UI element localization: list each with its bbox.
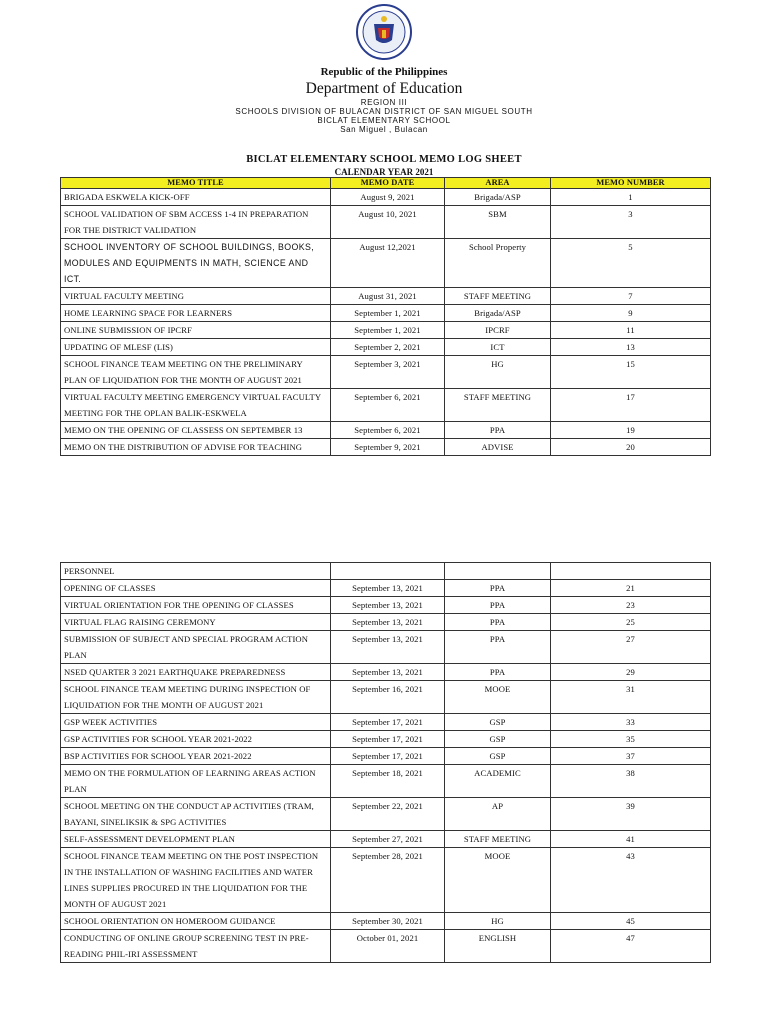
memo-date-cell: September 13, 2021: [331, 664, 445, 681]
memo-area-cell: HG: [445, 356, 551, 389]
memo-number-cell: 23: [551, 597, 711, 614]
table-row: [61, 389, 711, 422]
table-header-row: [61, 178, 711, 189]
memo-number-cell: 9: [551, 305, 711, 322]
deped-seal-icon: [356, 4, 412, 60]
memo-title-cell: MEMO ON THE DISTRIBUTION OF ADVISE FOR TEACHING: [61, 439, 331, 456]
memo-date-cell: [331, 563, 445, 580]
memo-number-cell: 20: [551, 439, 711, 456]
memo-area-cell: ICT: [445, 339, 551, 356]
memo-title-cell: SCHOOL INVENTORY OF SCHOOL BUILDINGS, BOOKS, MODULES AND EQUIPMENTS IN MATH, SCIENCE AND ICT.: [61, 239, 331, 288]
memo-date-cell: September 3, 2021: [331, 356, 445, 389]
table-row: [61, 288, 711, 305]
column-header-title: MEMO TITLE: [61, 178, 331, 189]
memo-area-cell: PPA: [445, 422, 551, 439]
memo-title-cell: VIRTUAL ORIENTATION FOR THE OPENING OF CLASSES: [61, 597, 331, 614]
memo-title-cell: GSP WEEK ACTIVITIES: [61, 714, 331, 731]
memo-date-cell: September 30, 2021: [331, 913, 445, 930]
memo-date-cell: October 01, 2021: [331, 930, 445, 963]
memo-date-cell: September 13, 2021: [331, 580, 445, 597]
memo-number-cell: 17: [551, 389, 711, 422]
column-header-area: AREA: [445, 178, 551, 189]
memo-number-cell: 1: [551, 189, 711, 206]
memo-date-cell: September 17, 2021: [331, 714, 445, 731]
memo-area-cell: [445, 563, 551, 580]
table-row: [61, 239, 711, 288]
memo-area-cell: MOOE: [445, 681, 551, 714]
table-row: [61, 563, 711, 580]
deped-seal: [356, 4, 412, 60]
memo-date-cell: September 13, 2021: [331, 597, 445, 614]
memo-area-cell: PPA: [445, 580, 551, 597]
memo-number-cell: 21: [551, 580, 711, 597]
memo-date-cell: September 9, 2021: [331, 439, 445, 456]
memo-date-cell: September 13, 2021: [331, 631, 445, 664]
memo-number-cell: 47: [551, 930, 711, 963]
department-name: Department of Education: [305, 80, 463, 97]
memo-area-cell: AP: [445, 798, 551, 831]
memo-number-cell: 43: [551, 848, 711, 913]
memo-area-cell: STAFF MEETING: [445, 831, 551, 848]
table-row: [61, 748, 711, 765]
memo-title-cell: SELF-ASSESSMENT DEVELOPMENT PLAN: [61, 831, 331, 848]
memo-number-cell: 25: [551, 614, 711, 631]
table-row: [61, 913, 711, 930]
division-line: SCHOOLS DIVISION OF BULACAN DISTRICT OF SAN MIGUEL SOUTH: [235, 107, 533, 116]
memo-title-cell: OPENING OF CLASSES: [61, 580, 331, 597]
memo-title-cell: PERSONNEL: [61, 563, 331, 580]
memo-number-cell: 37: [551, 748, 711, 765]
memo-date-cell: September 6, 2021: [331, 389, 445, 422]
table-row: [61, 731, 711, 748]
memo-number-cell: [551, 563, 711, 580]
memo-date-cell: September 18, 2021: [331, 765, 445, 798]
column-header-date: MEMO DATE: [331, 178, 445, 189]
memo-title-cell: NSED QUARTER 3 2021 EARTHQUAKE PREPAREDNESS: [61, 664, 331, 681]
memo-number-cell: 7: [551, 288, 711, 305]
memo-area-cell: SBM: [445, 206, 551, 239]
memo-number-cell: 35: [551, 731, 711, 748]
table-row: [61, 848, 711, 913]
table-row: [61, 831, 711, 848]
memo-log-table-page-1: [60, 177, 711, 456]
memo-title-cell: CONDUCTING OF ONLINE GROUP SCREENING TEST IN PRE-READING PHIL-IRI ASSESSMENT: [61, 930, 331, 963]
memo-area-cell: ADVISE: [445, 439, 551, 456]
region-line: REGION III: [360, 98, 408, 107]
memo-area-cell: PPA: [445, 614, 551, 631]
table-row: [61, 356, 711, 389]
memo-area-cell: Brigada/ASP: [445, 189, 551, 206]
memo-number-cell: 13: [551, 339, 711, 356]
memo-area-cell: STAFF MEETING: [445, 389, 551, 422]
memo-title-cell: MEMO ON THE OPENING OF CLASSESS ON SEPTEMBER 13: [61, 422, 331, 439]
memo-number-cell: 29: [551, 664, 711, 681]
memo-title-cell: MEMO ON THE FORMULATION OF LEARNING AREAS ACTION PLAN: [61, 765, 331, 798]
memo-number-cell: 33: [551, 714, 711, 731]
memo-number-cell: 19: [551, 422, 711, 439]
memo-area-cell: Brigada/ASP: [445, 305, 551, 322]
memo-title-cell: SCHOOL FINANCE TEAM MEETING ON THE POST INSPECTION IN THE INSTALLATION OF WASHING FACILITIES AND WATER LINES SUPPLIES PROCURED IN THE LIQUIDATION FOR THE MONTH OF AUGUST 2021: [61, 848, 331, 913]
memo-area-cell: HG: [445, 913, 551, 930]
table-row: [61, 322, 711, 339]
memo-number-cell: 11: [551, 322, 711, 339]
table-row: [61, 339, 711, 356]
memo-title-cell: SCHOOL ORIENTATION ON HOMEROOM GUIDANCE: [61, 913, 331, 930]
memo-area-cell: PPA: [445, 664, 551, 681]
memo-date-cell: September 27, 2021: [331, 831, 445, 848]
memo-area-cell: ENGLISH: [445, 930, 551, 963]
memo-title-cell: BSP ACTIVITIES FOR SCHOOL YEAR 2021-2022: [61, 748, 331, 765]
memo-date-cell: August 9, 2021: [331, 189, 445, 206]
memo-date-cell: August 12,2021: [331, 239, 445, 288]
memo-area-cell: STAFF MEETING: [445, 288, 551, 305]
memo-number-cell: 39: [551, 798, 711, 831]
memo-title-cell: GSP ACTIVITIES FOR SCHOOL YEAR 2021-2022: [61, 731, 331, 748]
table-row: [61, 631, 711, 664]
table-row: [61, 422, 711, 439]
memo-date-cell: September 17, 2021: [331, 731, 445, 748]
memo-title-cell: SCHOOL MEETING ON THE CONDUCT AP ACTIVITIES (TRAM, BAYANI, SINELIKSIK & SPG ACTIVITIES: [61, 798, 331, 831]
memo-title-cell: ONLINE SUBMISSION OF IPCRF: [61, 322, 331, 339]
table-row: [61, 714, 711, 731]
memo-title-cell: UPDATING OF MLESF (LIS): [61, 339, 331, 356]
memo-number-cell: 41: [551, 831, 711, 848]
memo-number-cell: 45: [551, 913, 711, 930]
memo-area-cell: MOOE: [445, 848, 551, 913]
table-row: [61, 439, 711, 456]
memo-title-cell: SCHOOL VALIDATION OF SBM ACCESS 1-4 IN PREPARATION FOR THE DISTRICT VALIDATION: [61, 206, 331, 239]
memo-date-cell: September 1, 2021: [331, 305, 445, 322]
column-header-number: MEMO NUMBER: [551, 178, 711, 189]
republic-line: Republic of the Philippines: [320, 66, 448, 78]
table-row: [61, 664, 711, 681]
table-row: [61, 189, 711, 206]
table-row: [61, 206, 711, 239]
table-row: [61, 597, 711, 614]
table-row: [61, 765, 711, 798]
school-line: BICLAT ELEMENTARY SCHOOL: [317, 116, 451, 125]
memo-title-cell: SCHOOL FINANCE TEAM MEETING ON THE PRELIMINARY PLAN OF LIQUIDATION FOR THE MONTH OF AUGUST 2021: [61, 356, 331, 389]
memo-date-cell: September 16, 2021: [331, 681, 445, 714]
memo-area-cell: ACADEMIC: [445, 765, 551, 798]
memo-date-cell: September 13, 2021: [331, 614, 445, 631]
memo-date-cell: September 17, 2021: [331, 748, 445, 765]
memo-number-cell: 31: [551, 681, 711, 714]
memo-area-cell: GSP: [445, 731, 551, 748]
memo-area-cell: GSP: [445, 714, 551, 731]
table-row: [61, 580, 711, 597]
memo-number-cell: 15: [551, 356, 711, 389]
memo-area-cell: PPA: [445, 631, 551, 664]
memo-date-cell: September 2, 2021: [331, 339, 445, 356]
memo-title-cell: VIRTUAL FACULTY MEETING EMERGENCY VIRTUAL FACULTY MEETING FOR THE OPLAN BALIK-ESKWELA: [61, 389, 331, 422]
memo-date-cell: September 6, 2021: [331, 422, 445, 439]
memo-title-cell: VIRTUAL FLAG RAISING CEREMONY: [61, 614, 331, 631]
memo-number-cell: 3: [551, 206, 711, 239]
memo-date-cell: September 22, 2021: [331, 798, 445, 831]
memo-number-cell: 5: [551, 239, 711, 288]
calendar-year: CALENDAR YEAR 2021: [334, 167, 434, 177]
memo-title-cell: BRIGADA ESKWELA KICK-OFF: [61, 189, 331, 206]
table-row: [61, 614, 711, 631]
memo-date-cell: September 28, 2021: [331, 848, 445, 913]
memo-area-cell: IPCRF: [445, 322, 551, 339]
memo-date-cell: August 10, 2021: [331, 206, 445, 239]
table-row: [61, 798, 711, 831]
memo-title-cell: SCHOOL FINANCE TEAM MEETING DURING INSPECTION OF LIQUIDATION FOR THE MONTH OF AUGUST 2021: [61, 681, 331, 714]
town-line: San Miguel , Bulacan: [340, 125, 428, 134]
memo-title-cell: SUBMISSION OF SUBJECT AND SPECIAL PROGRAM ACTION PLAN: [61, 631, 331, 664]
memo-number-cell: 27: [551, 631, 711, 664]
memo-log-table-page-2: [60, 562, 711, 963]
table-row: [61, 681, 711, 714]
table-row: [61, 930, 711, 963]
document-title: BICLAT ELEMENTARY SCHOOL MEMO LOG SHEET: [246, 154, 522, 165]
memo-title-cell: VIRTUAL FACULTY MEETING: [61, 288, 331, 305]
memo-date-cell: August 31, 2021: [331, 288, 445, 305]
memo-number-cell: 38: [551, 765, 711, 798]
memo-date-cell: September 1, 2021: [331, 322, 445, 339]
memo-area-cell: GSP: [445, 748, 551, 765]
table-row: [61, 305, 711, 322]
memo-area-cell: PPA: [445, 597, 551, 614]
memo-area-cell: School Property: [445, 239, 551, 288]
memo-title-cell: HOME LEARNING SPACE FOR LEARNERS: [61, 305, 331, 322]
